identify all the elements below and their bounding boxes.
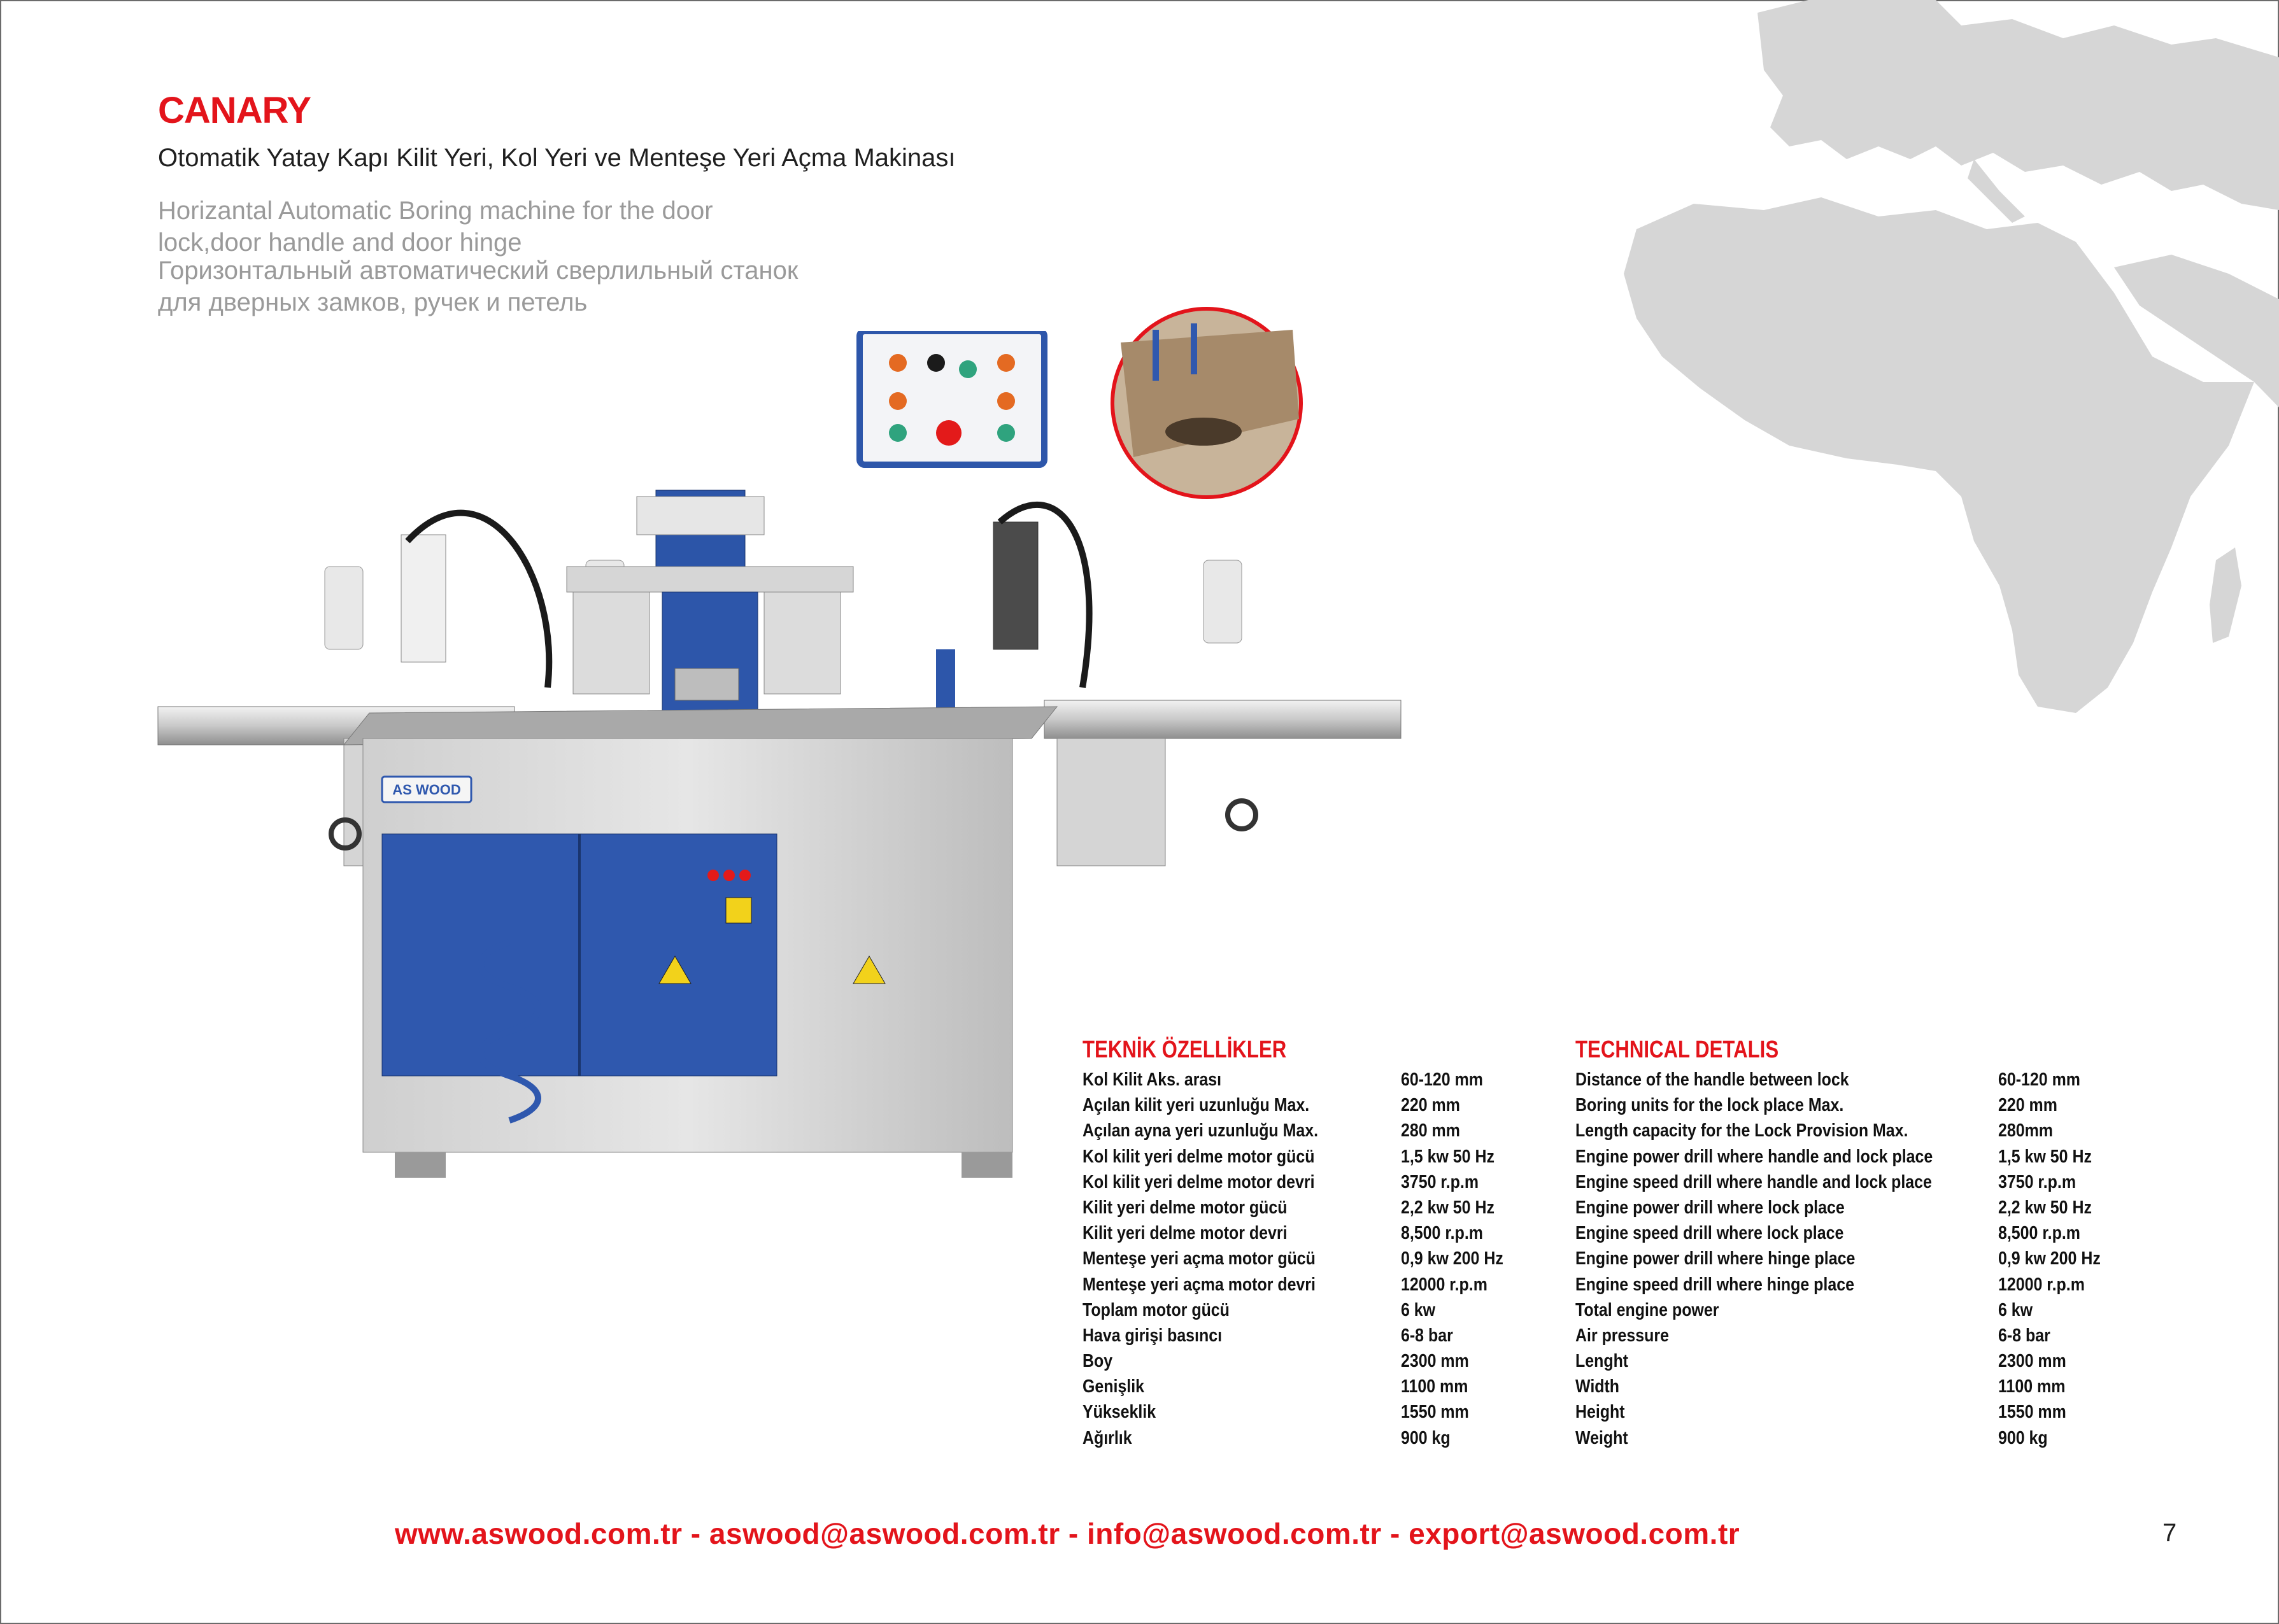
spec-value: 0,9 kw 200 Hz (1401, 1248, 1503, 1269)
spec-value: 12000 r.p.m (1401, 1274, 1487, 1295)
spec-label: Kol Kilit Aks. arası (1083, 1070, 1222, 1090)
spec-value: 280 mm (1401, 1120, 1460, 1141)
spec-label: Air pressure (1575, 1325, 1669, 1346)
spec-label: Genişlik (1083, 1376, 1145, 1397)
spec-value: 1,5 kw 50 Hz (1998, 1146, 2092, 1167)
spec-value: 60-120 mm (1998, 1070, 2080, 1090)
product-subtitle-russian: Горизонтальный автоматический сверлильный станок для дверных замков, ручек и петель (158, 257, 799, 316)
spec-value: 1100 mm (1998, 1376, 2066, 1397)
spec-label: Açılan kilit yeri uzunluğu Max. (1083, 1095, 1310, 1116)
spec-value: 1550 mm (1998, 1402, 2066, 1423)
spec-value: 8,500 r.p.m (1401, 1223, 1483, 1244)
spec-label: Boring units for the lock place Max. (1575, 1095, 1844, 1116)
brand-logo-text: AS WOOD (392, 782, 461, 798)
spec-value: 6 kw (1401, 1299, 1436, 1320)
product-subtitle-turkish: Otomatik Yatay Kapı Kilit Yeri, Kol Yeri ve Menteşe Yeri Açma Makinası (158, 144, 956, 172)
spec-label: Weight (1575, 1427, 1628, 1448)
spec-value: 2,2 kw 50 Hz (1998, 1197, 2092, 1218)
spec-label: Kilit yeri delme motor devri (1083, 1223, 1288, 1244)
spec-label: Kol kilit yeri delme motor devri (1083, 1171, 1315, 1192)
page-number: 7 (2162, 1519, 2177, 1547)
spec-value: 8,500 r.p.m (1998, 1223, 2080, 1244)
spec-value: 900 kg (1998, 1427, 2048, 1448)
spec-label: Width (1575, 1376, 1620, 1397)
spec-label: Yükseklik (1083, 1402, 1156, 1423)
spec-label: Boy (1083, 1351, 1113, 1372)
spec-value: 0,9 kw 200 Hz (1998, 1248, 2101, 1269)
spec-label: Engine speed drill where handle and lock place (1575, 1171, 1932, 1192)
spec-label: Toplam motor gücü (1083, 1299, 1230, 1320)
spec-label: Engine power drill where lock place (1575, 1197, 1845, 1218)
spec-label: Menteşe yeri açma motor devri (1083, 1274, 1316, 1295)
footer-contacts: www.aswood.com.tr - aswood@aswood.com.tr - info@aswood.com.tr - export@aswood.com.tr (395, 1517, 1740, 1550)
product-subtitle-english: Horizantal Automatic Boring machine for the door lock,door handle and door hinge (158, 197, 713, 257)
spec-label: Hava girişi basıncı (1083, 1325, 1223, 1346)
spec-value: 280mm (1998, 1120, 2053, 1141)
spec-value: 12000 r.p.m (1998, 1274, 2085, 1295)
spec-label: Engine power drill where handle and lock place (1575, 1146, 1933, 1167)
spec-label: Menteşe yeri açma motor gücü (1083, 1248, 1316, 1269)
spec-value: 2,2 kw 50 Hz (1401, 1197, 1494, 1218)
spec-label: Total engine power (1575, 1299, 1719, 1320)
spec-label: Kilit yeri delme motor gücü (1083, 1197, 1288, 1218)
spec-label: Engine power drill where hinge place (1575, 1248, 1856, 1269)
spec-value: 60-120 mm (1401, 1070, 1483, 1090)
technical-specs-heading-turkish: TEKNİK ÖZELLİKLER (1083, 1036, 1287, 1063)
spec-label: Height (1575, 1402, 1625, 1423)
spec-label: Engine speed drill where hinge place (1575, 1274, 1854, 1295)
spec-value: 220 mm (1998, 1095, 2057, 1116)
spec-value: 220 mm (1401, 1095, 1460, 1116)
spec-value: 3750 r.p.m (1401, 1171, 1479, 1192)
spec-value: 2300 mm (1401, 1351, 1469, 1372)
spec-value: 1100 mm (1401, 1376, 1468, 1397)
spec-value: 1550 mm (1401, 1402, 1469, 1423)
hole-detail-image (1108, 304, 1305, 502)
spec-value: 1,5 kw 50 Hz (1401, 1146, 1494, 1167)
spec-label: Distance of the handle between lock (1575, 1070, 1849, 1090)
spec-label: Ağırlık (1083, 1427, 1132, 1448)
technical-specs-heading-english: TECHNICAL DETALIS (1575, 1036, 1779, 1063)
spec-label: Lenght (1575, 1351, 1629, 1372)
product-title: CANARY (158, 90, 311, 131)
spec-value: 6-8 bar (1998, 1325, 2050, 1346)
spec-label: Açılan ayna yeri uzunluğu Max. (1083, 1120, 1319, 1141)
spec-value: 6 kw (1998, 1299, 2033, 1320)
spec-value: 900 kg (1401, 1427, 1451, 1448)
spec-label: Length capacity for the Lock Provision Max. (1575, 1120, 1908, 1141)
spec-value: 2300 mm (1998, 1351, 2066, 1372)
spec-label: Engine speed drill where lock place (1575, 1223, 1844, 1244)
spec-value: 6-8 bar (1401, 1325, 1453, 1346)
spec-value: 3750 r.p.m (1998, 1171, 2077, 1192)
spec-label: Kol kilit yeri delme motor gücü (1083, 1146, 1315, 1167)
world-map-image (1579, 0, 2279, 738)
